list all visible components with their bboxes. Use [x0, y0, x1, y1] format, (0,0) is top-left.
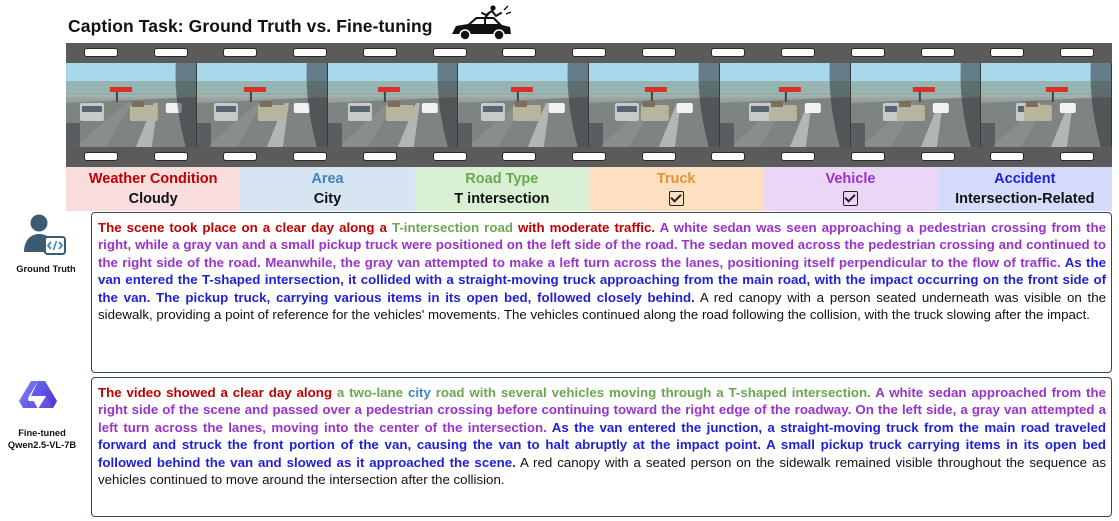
car-crash-icon — [448, 4, 514, 42]
sprocket-hole — [84, 152, 118, 161]
sprocket-hole — [84, 48, 118, 57]
sprocket-hole — [921, 152, 955, 161]
attribute-name: Area — [311, 171, 344, 187]
dashcam-intersection-frame — [851, 63, 982, 147]
caption-segment: a two-lane — [336, 385, 408, 400]
dashcam-intersection-frame — [197, 63, 328, 147]
sprocket-hole — [572, 48, 606, 57]
sprocket-hole — [851, 48, 885, 57]
sprocket-hole — [433, 48, 467, 57]
attribute-name: Vehicle — [825, 171, 876, 187]
caption-segment: A red canopy with a seated person on the sidewalk remained visible throughout the sequence as vehicles continued to move around the intersection after the collision. — [98, 454, 1106, 488]
attribute-value: Intersection-Related — [955, 191, 1095, 207]
attribute-cell — [415, 167, 589, 211]
attribute-name: Weather Condition — [88, 171, 218, 187]
sprocket-hole — [642, 48, 676, 57]
caption-segment: As the van entered the T-shaped intersection, it collided with a straight-moving truck approaching from the main road, with the impact occurring on the front side of the van. The pickup truck, carrying various items in its open bed, followed closely behind. — [98, 254, 1106, 305]
caption-segment: city — [407, 385, 431, 400]
caption-segment: As the van entered the junction, a straight-moving truck from the main road traveled forward and struck the front portion of the van, causing the van to halt abruptly at the impact point. A small pickup truck carrying items in its open bed followed behind the van and slowed as it approached the scene. — [98, 419, 1106, 470]
checked-checkbox-icon — [669, 191, 684, 206]
sprocket-hole — [990, 152, 1024, 161]
ground-truth-caption — [91, 212, 1112, 373]
attribute-cell — [938, 167, 1112, 211]
sprocket-hole — [1060, 152, 1094, 161]
dashcam-intersection-frame — [589, 63, 720, 147]
attribute-cell — [763, 167, 937, 211]
sprocket-hole — [781, 152, 815, 161]
sprocket-hole — [223, 48, 257, 57]
attribute-cell — [589, 167, 763, 211]
fine-tuned-label-line1: Fine-tuned — [18, 428, 66, 438]
sprocket-hole — [363, 48, 397, 57]
page-title: Caption Task: Ground Truth vs. Fine-tuning — [68, 16, 433, 36]
filmstrip-sprocket-holes-bottom — [66, 150, 1112, 164]
sprocket-hole — [223, 152, 257, 161]
sprocket-hole — [363, 152, 397, 161]
dashcam-intersection-frame — [328, 63, 459, 147]
attribute-value: City — [313, 191, 342, 207]
attribute-cell — [66, 167, 240, 211]
attribute-cell — [240, 167, 414, 211]
sprocket-hole — [851, 152, 885, 161]
attribute-value — [763, 189, 937, 210]
checked-checkbox-icon — [843, 191, 858, 206]
attribute-name: Truck — [656, 171, 696, 187]
caption-segment: A white sedan approached from the right side of the scene and passed over a pedestrian crossing before continuing toward the right edge of the roadway. On the left side, a gray van attempted a left turn across the lanes, moving into the center of the intersection. — [98, 385, 1106, 435]
fine-tuned-label-line2: Qwen2.5-VL-7B — [7, 440, 77, 450]
sprocket-hole — [293, 152, 327, 161]
sprocket-hole — [990, 48, 1024, 57]
sprocket-hole — [433, 152, 467, 161]
sprocket-hole — [921, 48, 955, 57]
caption-segment: A red canopy with a person seated underneath was visible on the sidewalk, providing a point of reference for the vehicles' movements. The vehicles continued along the road following the collision, with the truck slowing after the impact. — [98, 289, 1106, 323]
sprocket-hole — [711, 48, 745, 57]
caption-segment: road with several vehicles moving through a T-shaped intersection. — [430, 385, 871, 400]
sprocket-hole — [502, 152, 536, 161]
qwen-logo-icon — [15, 378, 61, 424]
sprocket-hole — [293, 48, 327, 57]
sprocket-hole — [154, 48, 188, 57]
attribute-value — [589, 189, 763, 210]
video-filmstrip — [66, 43, 1112, 167]
caption-segment: The scene took place on a clear day along a — [98, 220, 392, 235]
dashcam-intersection-frame — [66, 63, 197, 147]
dashcam-intersection-frame — [458, 63, 589, 147]
attribute-value: T intersection — [454, 191, 550, 207]
caption-segment: A white sedan was seen approaching a pedestrian crossing from the right, while a gray van and a small pickup truck were positioned on the left side of the road. The sedan moved across the pedestrian crossing and continued to the right side of the road. Meanwhile, the gray van attempted to make a left turn across the lanes, positioning itself perpendicular to the flow of traffic. — [98, 220, 1106, 270]
sprocket-hole — [1060, 48, 1094, 57]
attribute-table — [66, 167, 1112, 211]
sprocket-hole — [154, 152, 188, 161]
ground-truth-label: Ground Truth — [16, 264, 76, 274]
sprocket-hole — [572, 152, 606, 161]
sprocket-hole — [642, 152, 676, 161]
sprocket-hole — [711, 152, 745, 161]
attribute-name: Road Type — [465, 171, 539, 187]
video-frames — [66, 63, 1112, 147]
filmstrip-sprocket-holes-top — [66, 46, 1112, 60]
attribute-value: Cloudy — [128, 191, 178, 207]
sprocket-hole — [502, 48, 536, 57]
sprocket-hole — [781, 48, 815, 57]
user-code-icon — [22, 212, 68, 258]
caption-segment: with moderate traffic. — [512, 220, 660, 235]
caption-segment: T-intersection road — [391, 220, 513, 235]
caption-segment: The video showed a clear day along — [98, 385, 337, 400]
dashcam-intersection-frame — [981, 63, 1112, 147]
dashcam-intersection-frame — [720, 63, 851, 147]
attribute-name: Accident — [994, 171, 1056, 187]
fine-tuned-caption — [91, 377, 1112, 517]
